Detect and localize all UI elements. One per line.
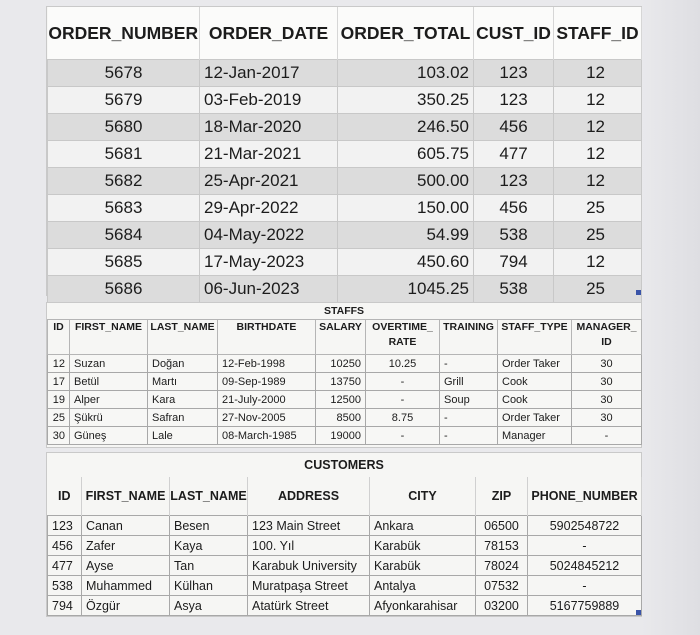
- customers-row: [48, 516, 642, 536]
- staffs-row: [48, 409, 642, 427]
- staffs-cell-first-name: Alper: [70, 391, 148, 409]
- orders-cell-order-date: 12-Jan-2017: [200, 60, 338, 87]
- orders-table: [47, 7, 642, 303]
- staffs-cell-first-name: Şükrü: [70, 409, 148, 427]
- header-order-total: ORDER_TOTAL: [338, 7, 474, 60]
- staffs-cell-last-name: Martı: [148, 373, 218, 391]
- orders-row: [48, 249, 642, 276]
- customers-cell-phone: -: [528, 536, 642, 556]
- staffs-cell-birthdate: 27-Nov-2005: [218, 409, 316, 427]
- orders-cell-order-number: 5680: [48, 114, 200, 141]
- customers-cell-zip: 03200: [476, 596, 528, 616]
- customers-cell-city: Afyonkarahisar: [370, 596, 476, 616]
- staffs-cell-training: -: [440, 409, 498, 427]
- customers-cell-id: 123: [48, 516, 82, 536]
- customers-cell-city: Karabük: [370, 536, 476, 556]
- customers-cell-id: 794: [48, 596, 82, 616]
- customers-cell-last-name: Besen: [170, 516, 248, 536]
- staffs-cell-manager-id: 30: [572, 391, 642, 409]
- customers-cell-city: Karabük: [370, 556, 476, 576]
- customers-row: [48, 576, 642, 596]
- staffs-cell-staff-type: Order Taker: [498, 409, 572, 427]
- staffs-header-salary: SALARY: [316, 320, 366, 355]
- staffs-row: [48, 391, 642, 409]
- staffs-cell-overtime-rate: 8.75: [366, 409, 440, 427]
- staffs-header-last-name: LAST_NAME: [148, 320, 218, 355]
- staffs-cell-training: Soup: [440, 391, 498, 409]
- customers-cell-phone: 5024845212: [528, 556, 642, 576]
- staffs-header-manager-id: MANAGER_ ID: [572, 320, 642, 355]
- photo-shading: [642, 0, 700, 635]
- staffs-cell-manager-id: 30: [572, 355, 642, 373]
- customers-row: [48, 556, 642, 576]
- orders-cell-order-date: 18-Mar-2020: [200, 114, 338, 141]
- orders-cell-staff-id: 12: [554, 60, 642, 87]
- orders-cell-order-number: 5685: [48, 249, 200, 276]
- staffs-header-overtime-rate: OVERTIME_ RATE: [366, 320, 440, 355]
- customers-header-first-name: FIRST_NAME: [82, 477, 170, 516]
- customers-table-card: [46, 452, 642, 617]
- staffs-cell-manager-id: 30: [572, 373, 642, 391]
- staffs-cell-staff-type: Manager: [498, 427, 572, 445]
- customers-header-row: [48, 477, 642, 516]
- selection-handle-icon: [636, 610, 641, 615]
- orders-table-card: [46, 6, 642, 296]
- customers-title: CUSTOMERS: [304, 458, 384, 472]
- staffs-cell-overtime-rate: 10.25: [366, 355, 440, 373]
- customers-cell-id: 538: [48, 576, 82, 596]
- staffs-cell-id: 17: [48, 373, 70, 391]
- staffs-cell-training: -: [440, 355, 498, 373]
- staffs-cell-training: Grill: [440, 373, 498, 391]
- staffs-cell-salary: 13750: [316, 373, 366, 391]
- orders-cell-staff-id: 12: [554, 249, 642, 276]
- orders-cell-order-number: 5681: [48, 141, 200, 168]
- customers-cell-last-name: Tan: [170, 556, 248, 576]
- staffs-cell-id: 30: [48, 427, 70, 445]
- staffs-cell-birthdate: 21-July-2000: [218, 391, 316, 409]
- staffs-cell-id: 12: [48, 355, 70, 373]
- customers-cell-city: Ankara: [370, 516, 476, 536]
- customers-cell-phone: -: [528, 576, 642, 596]
- header-order-date: ORDER_DATE: [200, 7, 338, 60]
- staffs-cell-overtime-rate: -: [366, 427, 440, 445]
- customers-row: [48, 596, 642, 616]
- orders-cell-staff-id: 25: [554, 222, 642, 249]
- customers-header-id: ID: [48, 477, 82, 516]
- customers-cell-last-name: Külhan: [170, 576, 248, 596]
- staffs-cell-staff-type: Cook: [498, 373, 572, 391]
- staffs-cell-last-name: Kara: [148, 391, 218, 409]
- customers-cell-address: 123 Main Street: [248, 516, 370, 536]
- staffs-cell-salary: 8500: [316, 409, 366, 427]
- customers-cell-id: 456: [48, 536, 82, 556]
- staffs-cell-salary: 12500: [316, 391, 366, 409]
- orders-cell-staff-id: 12: [554, 141, 642, 168]
- customers-cell-city: Antalya: [370, 576, 476, 596]
- orders-cell-order-number: 5684: [48, 222, 200, 249]
- orders-row: [48, 87, 642, 114]
- orders-row: [48, 222, 642, 249]
- orders-cell-staff-id: 12: [554, 168, 642, 195]
- staffs-cell-first-name: Betül: [70, 373, 148, 391]
- header-cust-id: CUST_ID: [474, 7, 554, 60]
- staffs-header-id: ID: [48, 320, 70, 355]
- orders-cell-order-total: 1045.25: [338, 276, 474, 303]
- customers-cell-zip: 78024: [476, 556, 528, 576]
- staffs-cell-salary: 19000: [316, 427, 366, 445]
- orders-cell-order-date: 03-Feb-2019: [200, 87, 338, 114]
- orders-cell-order-number: 5686: [48, 276, 200, 303]
- customers-cell-id: 477: [48, 556, 82, 576]
- orders-cell-cust-id: 538: [474, 276, 554, 303]
- orders-cell-cust-id: 123: [474, 87, 554, 114]
- orders-cell-cust-id: 456: [474, 114, 554, 141]
- orders-cell-staff-id: 12: [554, 114, 642, 141]
- orders-cell-cust-id: 123: [474, 60, 554, 87]
- staffs-table-card: [46, 302, 642, 448]
- customers-cell-zip: 06500: [476, 516, 528, 536]
- customers-cell-first-name: Muhammed: [82, 576, 170, 596]
- orders-cell-cust-id: 538: [474, 222, 554, 249]
- orders-row: [48, 276, 642, 303]
- staffs-table: [47, 319, 642, 445]
- staffs-cell-last-name: Safran: [148, 409, 218, 427]
- staffs-header-first-name: FIRST_NAME: [70, 320, 148, 355]
- customers-row: [48, 536, 642, 556]
- staffs-cell-id: 19: [48, 391, 70, 409]
- customers-table: [47, 477, 642, 616]
- selection-handle-icon: [636, 290, 641, 295]
- staffs-header-birthdate: BIRTHDATE: [218, 320, 316, 355]
- staffs-row: [48, 427, 642, 445]
- orders-cell-order-date: 21-Mar-2021: [200, 141, 338, 168]
- orders-cell-order-number: 5683: [48, 195, 200, 222]
- customers-cell-address: 100. Yıl: [248, 536, 370, 556]
- orders-cell-staff-id: 12: [554, 87, 642, 114]
- header-order-number: ORDER_NUMBER: [48, 7, 200, 60]
- customers-cell-last-name: Kaya: [170, 536, 248, 556]
- staffs-cell-staff-type: Cook: [498, 391, 572, 409]
- orders-cell-cust-id: 456: [474, 195, 554, 222]
- customers-header-city: CITY: [370, 477, 476, 516]
- staffs-cell-birthdate: 09-Sep-1989: [218, 373, 316, 391]
- staffs-cell-first-name: Suzan: [70, 355, 148, 373]
- customers-cell-address: Atatürk Street: [248, 596, 370, 616]
- orders-cell-cust-id: 794: [474, 249, 554, 276]
- staffs-cell-birthdate: 08-March-1985: [218, 427, 316, 445]
- staffs-cell-first-name: Güneş: [70, 427, 148, 445]
- customers-cell-first-name: Canan: [82, 516, 170, 536]
- orders-cell-order-total: 246.50: [338, 114, 474, 141]
- orders-cell-order-total: 500.00: [338, 168, 474, 195]
- staffs-cell-birthdate: 12-Feb-1998: [218, 355, 316, 373]
- customers-cell-zip: 78153: [476, 536, 528, 556]
- customers-header-last-name: LAST_NAME: [170, 477, 248, 516]
- customers-cell-address: Muratpaşa Street: [248, 576, 370, 596]
- customers-header-phone: PHONE_NUMBER: [528, 477, 642, 516]
- customers-header-address: ADDRESS: [248, 477, 370, 516]
- orders-cell-order-total: 605.75: [338, 141, 474, 168]
- customers-cell-first-name: Özgür: [82, 596, 170, 616]
- staffs-cell-manager-id: -: [572, 427, 642, 445]
- customers-cell-first-name: Zafer: [82, 536, 170, 556]
- staffs-row: [48, 355, 642, 373]
- orders-cell-order-number: 5679: [48, 87, 200, 114]
- orders-cell-order-total: 54.99: [338, 222, 474, 249]
- staffs-cell-last-name: Lale: [148, 427, 218, 445]
- staffs-cell-training: -: [440, 427, 498, 445]
- staffs-header-training: TRAINING: [440, 320, 498, 355]
- customers-cell-address: Karabuk University: [248, 556, 370, 576]
- orders-cell-order-number: 5678: [48, 60, 200, 87]
- orders-cell-order-date: 29-Apr-2022: [200, 195, 338, 222]
- orders-row: [48, 60, 642, 87]
- staffs-cell-staff-type: Order Taker: [498, 355, 572, 373]
- staffs-header-row: [48, 320, 642, 355]
- orders-cell-order-date: 17-May-2023: [200, 249, 338, 276]
- customers-cell-zip: 07532: [476, 576, 528, 596]
- orders-row: [48, 195, 642, 222]
- customers-cell-phone: 5167759889: [528, 596, 642, 616]
- orders-cell-order-total: 450.60: [338, 249, 474, 276]
- customers-header-zip: ZIP: [476, 477, 528, 516]
- orders-row: [48, 141, 642, 168]
- orders-cell-order-number: 5682: [48, 168, 200, 195]
- customers-cell-last-name: Asya: [170, 596, 248, 616]
- orders-cell-order-date: 04-May-2022: [200, 222, 338, 249]
- staffs-cell-salary: 10250: [316, 355, 366, 373]
- customers-cell-first-name: Ayse: [82, 556, 170, 576]
- orders-cell-cust-id: 123: [474, 168, 554, 195]
- orders-cell-order-date: 25-Apr-2021: [200, 168, 338, 195]
- orders-header-row: [48, 7, 642, 60]
- orders-cell-order-total: 350.25: [338, 87, 474, 114]
- orders-cell-order-total: 103.02: [338, 60, 474, 87]
- staffs-cell-last-name: Doğan: [148, 355, 218, 373]
- staffs-title: STAFFS: [323, 305, 365, 317]
- staffs-row: [48, 373, 642, 391]
- header-staff-id: STAFF_ID: [554, 7, 642, 60]
- staffs-cell-overtime-rate: -: [366, 391, 440, 409]
- staffs-header-staff-type: STAFF_TYPE: [498, 320, 572, 355]
- orders-cell-staff-id: 25: [554, 195, 642, 222]
- customers-cell-phone: 5902548722: [528, 516, 642, 536]
- orders-row: [48, 114, 642, 141]
- staffs-cell-overtime-rate: -: [366, 373, 440, 391]
- orders-cell-staff-id: 25: [554, 276, 642, 303]
- orders-row: [48, 168, 642, 195]
- staffs-cell-manager-id: 30: [572, 409, 642, 427]
- orders-cell-order-date: 06-Jun-2023: [200, 276, 338, 303]
- orders-cell-order-total: 150.00: [338, 195, 474, 222]
- orders-cell-cust-id: 477: [474, 141, 554, 168]
- staffs-cell-id: 25: [48, 409, 70, 427]
